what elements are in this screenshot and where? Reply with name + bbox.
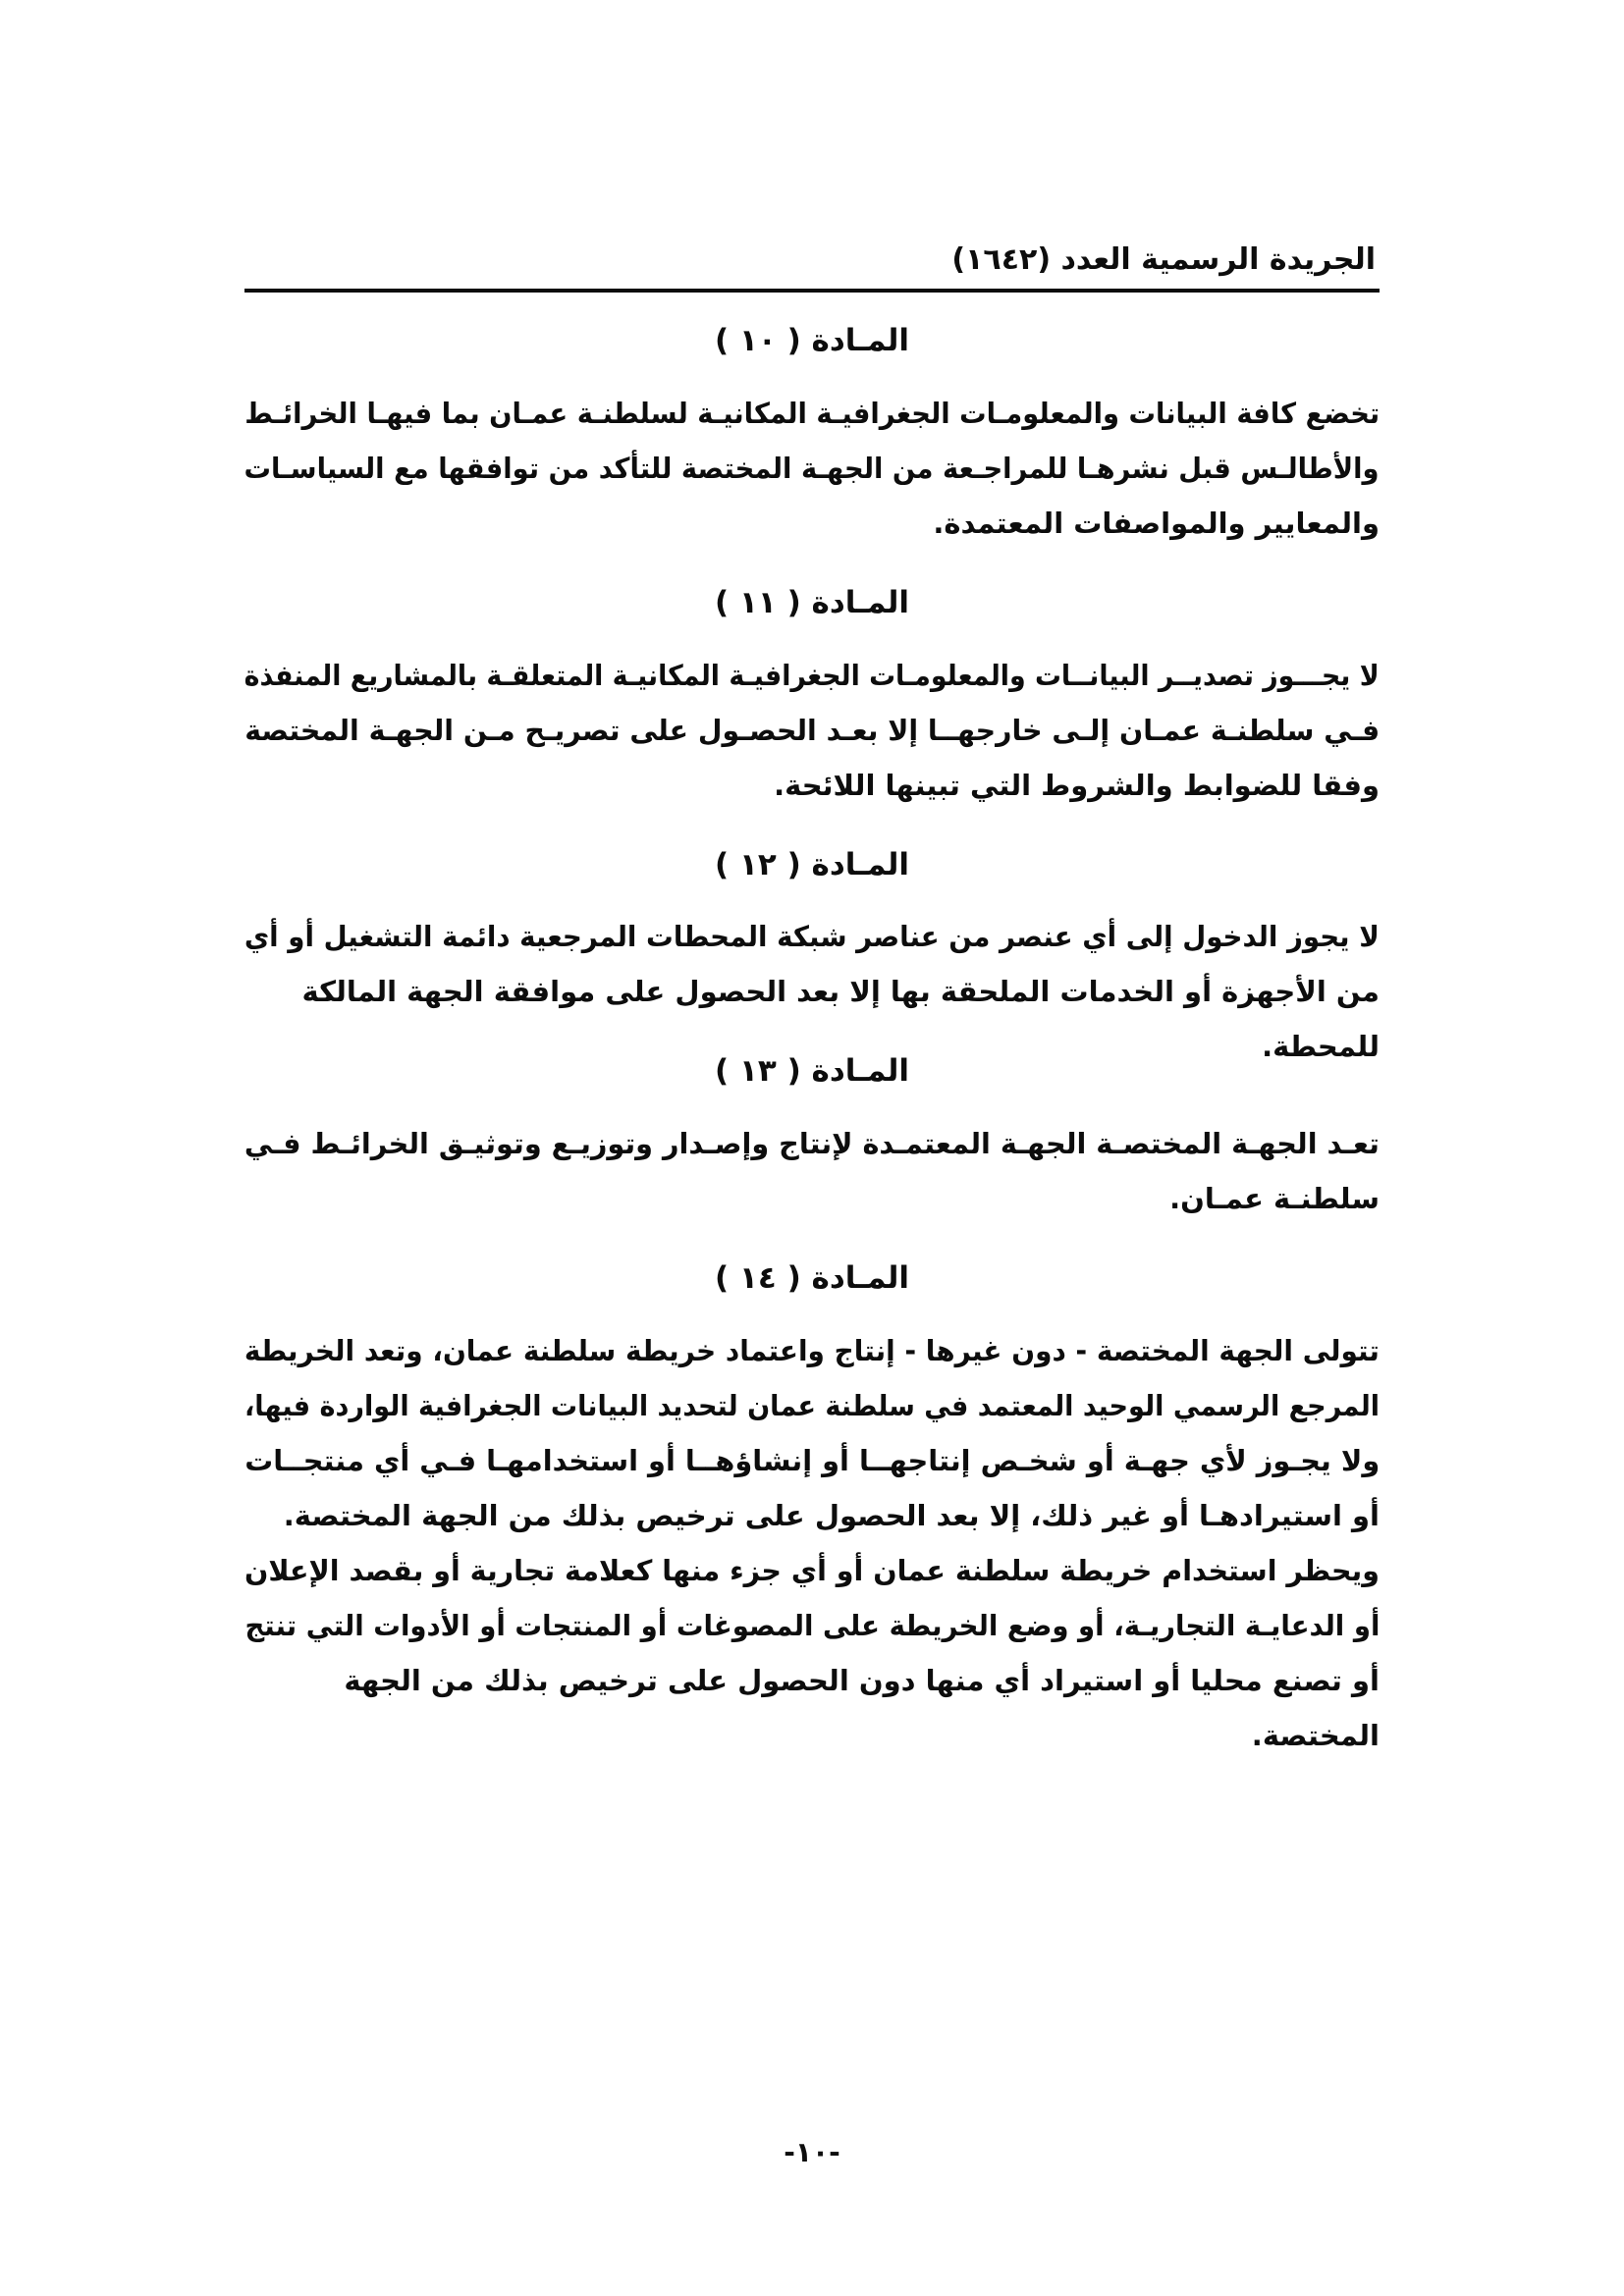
article-paragraph: [244, 1116, 1380, 1226]
text-line: تعـد الجهـة المختصـة الجهـة المعتمـدة لإنتاج وإصـدار وتوزيـع وتوثيـق الخرائـط فـي: [244, 1127, 1380, 1160]
article-block: [244, 846, 1380, 1064]
text-line: لا يجـــوز تصديــر البيانــات والمعلومـات الجغرافيـة المكانيـة المتعلقـة بالمشاريع المنفذة: [244, 658, 1380, 692]
text-line: أو تصنع محليا أو استيراد أي منها دون الحصول على ترخيص بذلك من الجهة المختصة.: [344, 1663, 1380, 1752]
article-paragraph: [244, 386, 1380, 551]
text-line: والمعايير والمواصفات المعتمدة.: [933, 506, 1380, 540]
text-line: ولا يجـوز لأي جهـة أو شخـص إنتاجهــا أو إنشاؤهــا أو استخدامهـا فـي أي منتجــات: [244, 1443, 1380, 1477]
text-line: المرجع الرسمي الوحيد المعتمد في سلطنة عمان لتحديد البيانات الجغرافية الواردة فيها،: [244, 1388, 1380, 1422]
article-paragraph: [244, 909, 1380, 1064]
article-heading: المـادة ( ١٠ ): [714, 323, 910, 358]
text-line: ويحظر استخدام خريطة سلطنة عمان أو أي جزء منها كعلامة تجارية أو بقصد الإعلان: [244, 1553, 1380, 1587]
page-number: -١٠-: [784, 2136, 840, 2168]
text-line: سلطنـة عمـان.: [1169, 1182, 1380, 1215]
article-paragraph: [244, 1323, 1380, 1543]
article-heading: المـادة ( ١٣ ): [714, 1053, 910, 1090]
article-heading: المـادة ( ١١ ): [714, 584, 910, 620]
masthead-divider: [244, 289, 1380, 293]
page-content: [244, 242, 1380, 1752]
text-line: تخضع كافة البيانات والمعلومـات الجغرافيـة المكانيـة لسلطنـة عمـان بما فيهـا الخرائـط: [244, 396, 1380, 430]
text-line: تتولى الجهة المختصة - دون غيرها - إنتاج واعتماد خريطة سلطنة عمان، وتعد الخريطة: [244, 1333, 1380, 1367]
article-block: [244, 584, 1380, 813]
text-line: أو استيرادهـا أو غير ذلك، إلا بعد الحصول على ترخيص بذلك من الجهة المختصة.: [283, 1498, 1380, 1532]
article-block: [244, 1259, 1380, 1752]
text-line: وفقا للضوابط والشروط التي تبينها اللائحة.: [774, 768, 1380, 802]
text-line: أو الدعايـة التجاريـة، أو وضع الخريطة على المصوغات أو المنتجات أو الأدوات التي تنتج: [244, 1608, 1380, 1642]
article-paragraph: [244, 1543, 1380, 1752]
masthead-title: الجريدة الرسمية العدد (١٦٤٢): [951, 242, 1376, 277]
text-line: لا يجوز الدخول إلى أي عنصر من عناصر شبكة المحطات المرجعية دائمة التشغيل أو أي: [244, 920, 1380, 954]
text-line: من الأجهزة أو الخدمات الملحقة بها إلا بعد الحصول على موافقة الجهة المالكة للمحطة.: [301, 975, 1380, 1064]
article-heading: المـادة ( ١٢ ): [714, 846, 910, 882]
text-line: والأطالـس قبل نشرهـا للمراجـعة من الجهـة المختصة للتأكد من توافقها مع السياسـات: [244, 451, 1380, 485]
article-heading: المـادة ( ١٤ ): [714, 1260, 910, 1296]
article-block: [244, 1052, 1380, 1226]
article-paragraph: [244, 648, 1380, 813]
text-line: فـي سلطنـة عمـان إلـى خارجهــا إلا بعـد الحصـول على تصريـح مـن الجهـة المختصة: [244, 713, 1380, 747]
article-block: [244, 322, 1380, 551]
